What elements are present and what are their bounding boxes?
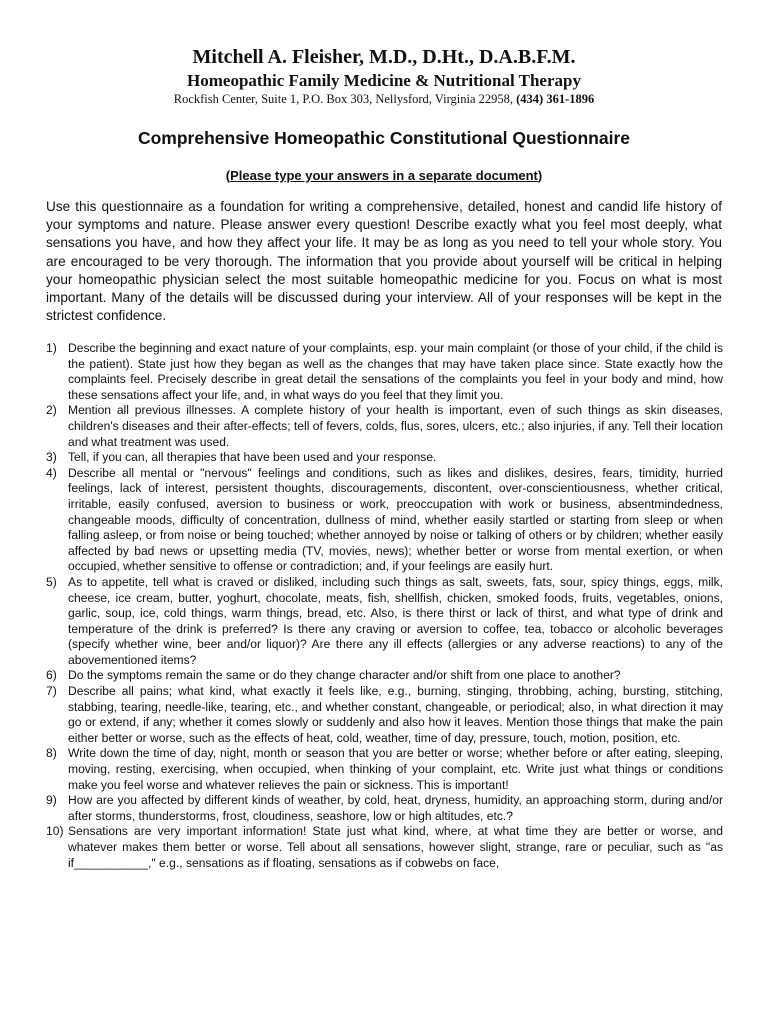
- question-number: 3): [46, 450, 57, 465]
- question-item: [46, 403, 723, 450]
- question-item: [46, 824, 723, 871]
- question-item: [46, 466, 723, 575]
- question-item: [46, 575, 723, 669]
- question-item: [46, 341, 723, 403]
- instruction-note: [0, 168, 768, 183]
- address-text: Rockfish Center, Suite 1, P.O. Box 303, Nellysford, Virginia 22958,: [173, 92, 513, 106]
- practice-address: [0, 92, 768, 107]
- question-number: 4): [46, 465, 57, 480]
- document-title: Comprehensive Homeopathic Constitutional Questionnaire: [137, 128, 630, 148]
- question-text: Mention all previous illnesses. A complete history of your health is important, even of such things as skin diseases, children's diseases and their after-effects; tell of fevers, colds, flus, sores, ulcers, etc.; also injuries, if any. Tell their location and what treatment was used.: [68, 403, 723, 449]
- instruction-open-paren: (: [225, 168, 231, 183]
- instruction-close-paren: ): [537, 168, 543, 183]
- question-number: 2): [46, 403, 57, 418]
- question-number: 9): [46, 793, 57, 808]
- question-number: 10): [46, 824, 64, 839]
- practice-subtitle: Homeopathic Family Medicine & Nutritional Therapy: [187, 71, 581, 90]
- question-text: As to appetite, tell what is craved or disliked, including such things as salt, sweets, fats, sour, spicy things, eggs, milk, cheese, ice cream, butter, yoghurt, chocolate, meats, fish, shellfish, chicken, smoked foods, fruits, vegetables, onions, garlic, soup, ice, cold things, warm things, bread, etc. Also, is there thirst or lack of thirst, and what type of drink and temperature of the drink is preferred? Is there any craving or aversion to coffee, tea, tobacco or alcoholic beverages (specify whether wine, beer and/or liquor)? Are there any ill effects (allergies or any adverse reactions) to any of the abovementioned items?: [68, 574, 723, 667]
- instruction-text: Please type your answers in a separate document: [230, 168, 538, 183]
- question-text: Describe all mental or "nervous" feelings and conditions, such as likes and dislikes, desires, fears, timidity, hurried feelings, lack of interest, persistent thoughts, discouragements, discontent, over-conscientiousness, whether critical, irritable, easily confused, aversion to business or work, preoccupation with work or business, absentmindedness, changeable moods, difficulty of concentration, dullness of mind, whether easily startled or starting from sleep or when falling asleep, or from noise or being touched; whether annoyed by noise or talking of others or by children; whether easily affected by bad news or upsetting media (TV, movies, news); whether better or worse from mental exertion, or when occupied, whether sensitive to offense or contradiction; and, if your feelings are easily hurt.: [68, 465, 723, 574]
- question-number: 7): [46, 684, 57, 699]
- phone-number: (434) 361-1896: [516, 92, 595, 106]
- question-text: Describe the beginning and exact nature of your complaints, esp. your main complaint (or those of your child, if the child is the patient). State just how they began as well as the changes that may have taken place since. State exactly how the complaints feel. Precisely describe in great detail the sensations of the complaints you feel in your body and mind, how these sensations affect your life, and, in what ways do you feel that they limit you.: [68, 341, 723, 402]
- question-number: 8): [46, 746, 57, 761]
- question-item: [46, 746, 723, 793]
- question-text: Write down the time of day, night, month or season that you are better or worse; whether before or after eating, sleeping, moving, resting, exercising, when occupied, when thinking of your complaint, etc. Write just what things or conditions make you feel worse and whatever relieves the pain or sickness. This is important!: [68, 746, 723, 792]
- question-item: [46, 450, 723, 466]
- intro-paragraph: Use this questionnaire as a foundation for writing a comprehensive, detailed, honest and candid life history of your symptoms and nature. Please answer every question! Describe exactly what you feel most deeply, what sensations you have, and how they affect your life. It may be as long as you need to tell your whole story. You are encouraged to be very thorough. The information that you provide about yourself will be critical in helping your homeopathic physician select the most suitable homeopathic medicine for you. Focus on what is most important. Many of the details will be discussed during your interview. All of your responses will be kept in the strictest confidence.: [46, 199, 722, 324]
- question-number: 1): [46, 341, 57, 355]
- question-item: [46, 668, 723, 684]
- physician-name: Mitchell A. Fleisher, M.D., D.Ht., D.A.B.F.M.: [192, 46, 576, 68]
- question-item: [46, 684, 723, 746]
- question-text: Do the symptoms remain the same or do they change character and/or shift from one place to another?: [68, 668, 621, 683]
- question-text: Tell, if you can, all therapies that have been used and your response.: [68, 450, 437, 465]
- question-number: 5): [46, 574, 57, 589]
- question-list: [46, 341, 723, 871]
- question-text: How are you affected by different kinds of weather, by cold, heat, dryness, humidity, an approaching storm, during and/or after storms, thunderstorms, frost, cloudiness, seashore, low or high altitudes, etc.?: [68, 793, 723, 823]
- question-text: Sensations are very important information! State just what kind, where, at what time they are better or worse, and whatever makes them better or worse. Tell about all sensations, however slight, strange, rare or peculiar, such as "as if___________," e.g., sensations as if floating, sensations as if cobwebs on face,: [68, 824, 723, 870]
- question-number: 6): [46, 668, 57, 683]
- question-text: Describe all pains; what kind, what exactly it feels like, e.g., burning, stinging, throbbing, aching, bursting, stitching, stabbing, tearing, needle-like, tearing, etc., and whether constant, changeable, or periodical; also, in what direction it may go or extend, if any; whether it comes slowly or suddenly and also how it leaves. Mention those things that make the pain either better or worse, such as the effects of heat, cold, weather, time of day, pressure, touch, motion, position, etc.: [68, 684, 723, 745]
- question-item: [46, 793, 723, 824]
